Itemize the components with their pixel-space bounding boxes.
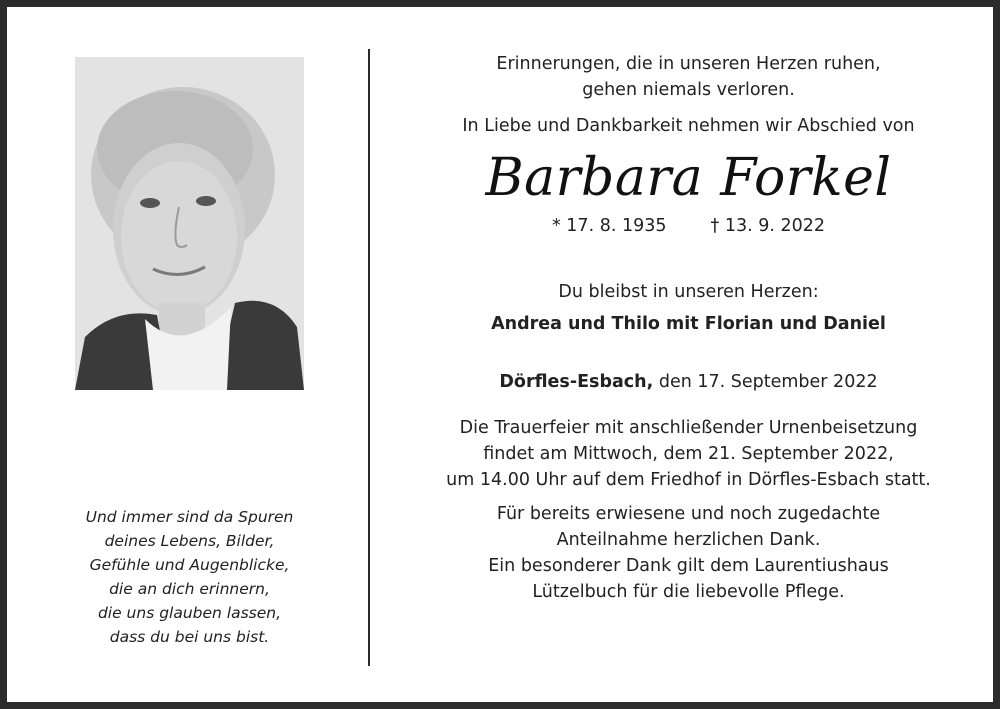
family-names: Andrea und Thilo mit Florian und Daniel <box>491 314 886 334</box>
birth-date: * 17. 8. 1935 <box>551 216 667 236</box>
death-date: † 13. 9. 2022 <box>710 216 826 236</box>
funeral-line: findet am Mittwoch, dem 21. September 2022, <box>483 444 894 464</box>
quote-line: Erinnerungen, die in unseren Herzen ruhen, <box>496 54 881 74</box>
thanks-line: Anteilnahme herzlichen Dank. <box>556 530 821 550</box>
funeral-line: Die Trauerfeier mit anschließender Urnenbeisetzung <box>459 418 918 438</box>
obituary-text <box>390 51 987 605</box>
poem-line: Gefühle und Augenblicke, <box>89 556 290 574</box>
poem-line: die an dich erinnern, <box>109 580 270 598</box>
thanks-line: Lützelbuch für die liebevolle Pflege. <box>532 582 845 602</box>
poem-line: dass du bei uns bist. <box>109 628 270 646</box>
poem-line: die uns glauben lassen, <box>97 604 282 622</box>
poem-line: deines Lebens, Bilder, <box>104 532 275 550</box>
portrait-photo <box>75 57 304 390</box>
place-date <box>390 369 987 395</box>
funeral-line: um 14.00 Uhr auf dem Friedhof in Dörfles-Esbach statt. <box>446 470 931 490</box>
thanks-line: Für bereits erwiesene und noch zugedachte <box>496 504 881 524</box>
intro-text: In Liebe und Dankbarkeit nehmen wir Abschied von <box>462 116 915 136</box>
thanks-text <box>390 501 987 605</box>
opening-quote <box>390 51 987 103</box>
life-dates <box>390 213 987 239</box>
vertical-divider <box>368 49 370 666</box>
poem <box>47 505 332 649</box>
portrait-photo-icon <box>75 57 304 390</box>
place-town: Dörfles-Esbach, <box>499 372 654 392</box>
quote-line: gehen niemals verloren. <box>582 80 795 100</box>
remain-text: Du bleibst in unseren Herzen: <box>558 282 819 302</box>
deceased-name: Barbara Forkel <box>485 148 892 208</box>
place-date-text: den 17. September 2022 <box>653 372 878 392</box>
thanks-line: Ein besonderer Dank gilt dem Laurentiushaus <box>488 556 889 576</box>
poem-line: Und immer sind da Spuren <box>85 508 294 526</box>
funeral-info <box>390 415 987 493</box>
